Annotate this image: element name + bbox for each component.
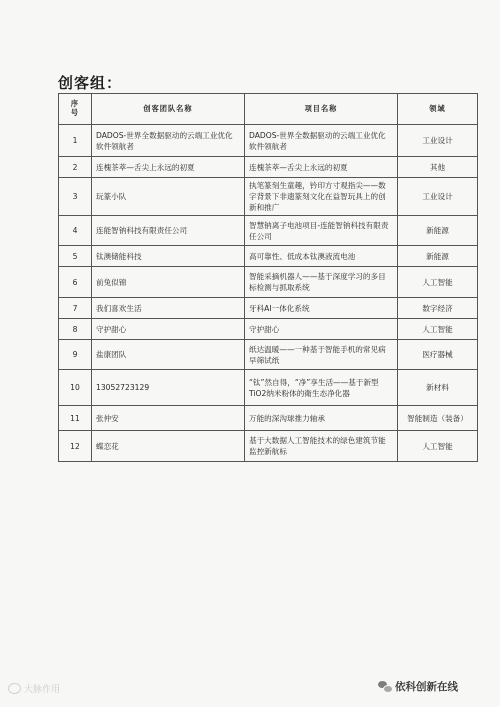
watermark-left-text: 大脉作用 [24, 685, 61, 695]
cell-project: 高可靠性、低成本钛澳液流电池 [245, 246, 398, 267]
cell-field: 智能制造（装备） [398, 406, 478, 431]
cell-team: 玩篆小队 [92, 178, 245, 216]
cell-no: 8 [59, 319, 92, 340]
header-team: 创客团队名称 [92, 94, 245, 125]
section-title: 创客组： [58, 74, 123, 92]
wechat-icon [378, 681, 391, 692]
header-field: 领域 [398, 94, 478, 125]
cell-project: 守护甜心 [245, 319, 398, 340]
table-header-row [59, 94, 478, 125]
cell-field: 新材料 [398, 370, 478, 406]
cell-team: 前兔似锦 [92, 267, 245, 298]
cell-field: 工业设计 [398, 178, 478, 216]
cell-team: 守护甜心 [92, 319, 245, 340]
cell-team: 连槐茶萃—舌尖上永远的初夏 [92, 157, 245, 178]
cell-project: “钛”然自得，“净”享生活——基于新型TiO2纳米粉体的衛生态净化器 [245, 370, 398, 406]
cell-team: 盐康团队 [92, 340, 245, 370]
cell-no: 3 [59, 178, 92, 216]
cell-team: 钛澳储能科技 [92, 246, 245, 267]
table-row [59, 157, 478, 178]
cell-team: 连能智钠科技有限责任公司 [92, 216, 245, 246]
cell-field: 数字经济 [398, 298, 478, 319]
cell-project: 执笔篆刻生童趣，钤印方寸观指尖——数字背景下非遗篆刻文化在益智玩具上的创新和推广 [245, 178, 398, 216]
cell-no: 2 [59, 157, 92, 178]
cell-no: 1 [59, 125, 92, 157]
cell-field: 新能源 [398, 216, 478, 246]
cell-field: 人工智能 [398, 267, 478, 298]
cell-team: 我们喜欢生活 [92, 298, 245, 319]
cell-no: 9 [59, 340, 92, 370]
cell-project: 连槐茶萃—舌尖上永远的初夏 [245, 157, 398, 178]
watermark-right-text: 依科创新在线 [395, 681, 458, 693]
cell-no: 4 [59, 216, 92, 246]
cell-no: 6 [59, 267, 92, 298]
cell-team: 蝶恋花 [92, 431, 245, 462]
cell-team: 13052723129 [92, 370, 245, 406]
table-row [59, 406, 478, 431]
cell-project: 万能的深沟球推力轴承 [245, 406, 398, 431]
watermark-left [8, 682, 60, 695]
table-row [59, 125, 478, 157]
header-no: 序 号 [59, 94, 92, 125]
cell-no: 5 [59, 246, 92, 267]
registration-table [58, 93, 478, 462]
cell-field: 新能源 [398, 246, 478, 267]
table-row [59, 298, 478, 319]
cell-project: 牙科AI一体化系统 [245, 298, 398, 319]
watermark-right [378, 679, 458, 694]
cell-project: 纸达温暖——一种基于智能手机的常见病早筛试纸 [245, 340, 398, 370]
table-row [59, 340, 478, 370]
cell-no: 11 [59, 406, 92, 431]
table-row [59, 216, 478, 246]
cell-team: DADOS-世界全数据驱动的云端工业优化软件领航者 [92, 125, 245, 157]
cell-no: 7 [59, 298, 92, 319]
cell-no: 10 [59, 370, 92, 406]
cell-field: 人工智能 [398, 431, 478, 462]
table-row [59, 267, 478, 298]
table-row [59, 431, 478, 462]
weibo-icon [8, 683, 21, 694]
cell-project: 智慧钠离子电池项目-连能智钠科技有限责任公司 [245, 216, 398, 246]
cell-project: 基于大数据人工智能技术的绿色建筑节能监控新航标 [245, 431, 398, 462]
header-project: 项目名称 [245, 94, 398, 125]
cell-project: DADOS-世界全数据驱动的云端工业优化软件领航者 [245, 125, 398, 157]
cell-field: 人工智能 [398, 319, 478, 340]
cell-field: 其他 [398, 157, 478, 178]
cell-project: 智能采摘机器人——基于深度学习的多目标检测与抓取系统 [245, 267, 398, 298]
cell-team: 张仲安 [92, 406, 245, 431]
cell-field: 工业设计 [398, 125, 478, 157]
table-row [59, 319, 478, 340]
table-row [59, 178, 478, 216]
cell-field: 医疗器械 [398, 340, 478, 370]
table-row [59, 370, 478, 406]
cell-no: 12 [59, 431, 92, 462]
table-row [59, 246, 478, 267]
